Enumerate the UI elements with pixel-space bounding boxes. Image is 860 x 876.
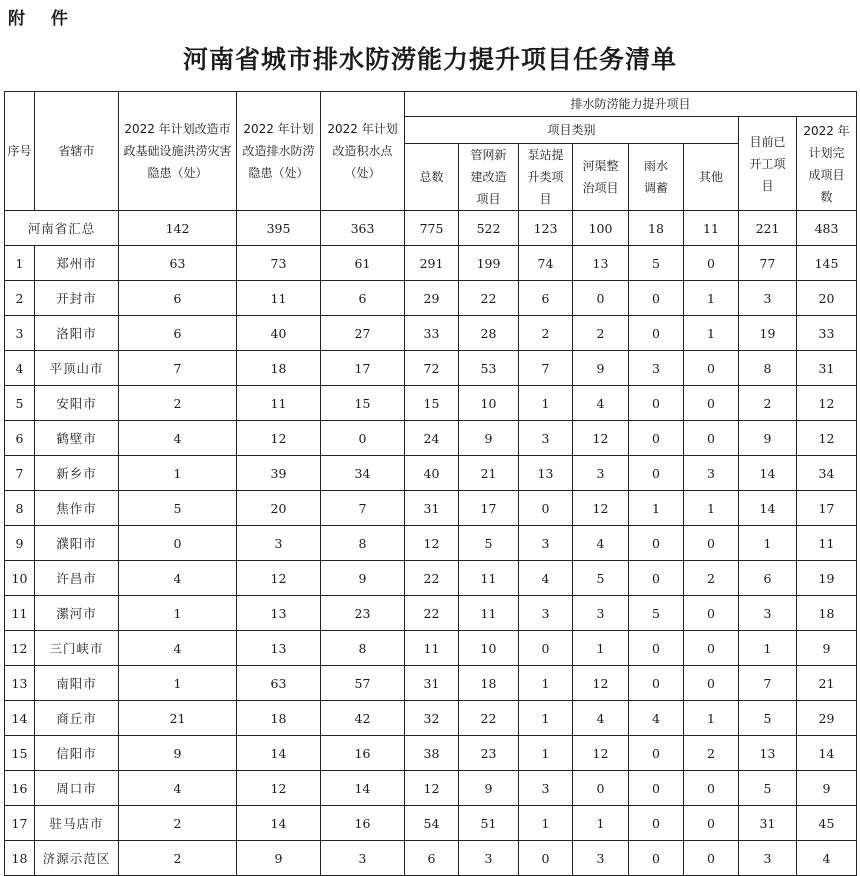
table-cell: 20 [237, 491, 321, 526]
table-cell: 13 [573, 246, 629, 281]
table-cell: 54 [405, 806, 459, 841]
table-cell: 0 [684, 421, 739, 456]
table-cell: 12 [237, 561, 321, 596]
table-cell: 12 [573, 421, 629, 456]
table-row [5, 491, 857, 526]
summary-cell: 483 [797, 211, 857, 246]
table-cell: 12 [405, 771, 459, 806]
table-cell: 63 [119, 246, 237, 281]
table-cell: 21 [797, 666, 857, 701]
row-number: 16 [5, 771, 35, 806]
summary-cell: 522 [459, 211, 519, 246]
table-cell: 0 [684, 806, 739, 841]
table-cell: 2 [684, 561, 739, 596]
table-cell: 13 [237, 596, 321, 631]
table-cell: 29 [797, 701, 857, 736]
table-cell: 6 [739, 561, 797, 596]
table-cell: 23 [321, 596, 405, 631]
table-cell: 0 [684, 526, 739, 561]
table-cell: 9 [119, 736, 237, 771]
table-cell: 4 [573, 701, 629, 736]
table-cell: 4 [629, 701, 684, 736]
table-cell: 18 [237, 351, 321, 386]
table-cell: 74 [519, 246, 573, 281]
table-cell: 4 [573, 526, 629, 561]
table-cell: 13 [519, 456, 573, 491]
table-cell: 7 [119, 351, 237, 386]
table-cell: 5 [739, 701, 797, 736]
table-cell: 1 [684, 491, 739, 526]
table-cell: 33 [797, 316, 857, 351]
table-cell: 11 [459, 561, 519, 596]
table-cell: 3 [573, 456, 629, 491]
table-cell: 11 [237, 386, 321, 421]
summary-cell: 11 [684, 211, 739, 246]
table-row [5, 421, 857, 456]
table-cell: 6 [405, 841, 459, 876]
table-cell: 15 [321, 386, 405, 421]
table-cell: 34 [321, 456, 405, 491]
table-cell: 3 [684, 456, 739, 491]
table-cell: 5 [119, 491, 237, 526]
table-cell: 10 [459, 631, 519, 666]
table-cell: 45 [797, 806, 857, 841]
header-water: 2022 年计划改造积水点（处） [321, 92, 405, 211]
table-cell: 2 [519, 316, 573, 351]
summary-label: 河南省汇总 [5, 211, 119, 246]
table-cell: 0 [629, 526, 684, 561]
table-cell: 22 [459, 701, 519, 736]
table-cell: 29 [405, 281, 459, 316]
table-cell: 14 [739, 456, 797, 491]
table-cell: 8 [321, 631, 405, 666]
table-cell: 0 [684, 596, 739, 631]
table-cell: 3 [519, 421, 573, 456]
summary-cell: 221 [739, 211, 797, 246]
table-cell: 13 [739, 736, 797, 771]
table-cell: 6 [119, 316, 237, 351]
table-row [5, 281, 857, 316]
table-cell: 31 [405, 666, 459, 701]
table-cell: 2 [739, 386, 797, 421]
table-cell: 27 [321, 316, 405, 351]
table-row [5, 806, 857, 841]
city-name: 安阳市 [35, 386, 119, 421]
table-cell: 33 [405, 316, 459, 351]
table-cell: 18 [797, 596, 857, 631]
table-cell: 1 [519, 386, 573, 421]
table-cell: 0 [119, 526, 237, 561]
summary-cell: 100 [573, 211, 629, 246]
table-cell: 40 [405, 456, 459, 491]
table-cell: 11 [405, 631, 459, 666]
table-cell: 3 [739, 281, 797, 316]
table-cell: 0 [573, 771, 629, 806]
row-number: 10 [5, 561, 35, 596]
table-cell: 0 [321, 421, 405, 456]
header-pump: 泵站提升类项目 [519, 144, 573, 211]
row-number: 14 [5, 701, 35, 736]
table-cell: 7 [519, 351, 573, 386]
table-cell: 23 [459, 736, 519, 771]
table-cell: 4 [573, 386, 629, 421]
table-cell: 10 [459, 386, 519, 421]
table-cell: 42 [321, 701, 405, 736]
table-cell: 0 [684, 771, 739, 806]
table-cell: 2 [119, 841, 237, 876]
row-number: 4 [5, 351, 35, 386]
table-cell: 1 [684, 281, 739, 316]
row-number: 5 [5, 386, 35, 421]
city-name: 周口市 [35, 771, 119, 806]
table-cell: 14 [797, 736, 857, 771]
table-row [5, 771, 857, 806]
table-cell: 1 [684, 701, 739, 736]
summary-cell: 395 [237, 211, 321, 246]
table-cell: 21 [459, 456, 519, 491]
table-cell: 0 [684, 666, 739, 701]
table-cell: 1 [519, 701, 573, 736]
table-cell: 3 [573, 841, 629, 876]
header-city: 省辖市 [35, 92, 119, 211]
table-cell: 3 [519, 596, 573, 631]
table-cell: 9 [459, 421, 519, 456]
table-cell: 20 [797, 281, 857, 316]
table-cell: 0 [629, 631, 684, 666]
table-cell: 8 [321, 526, 405, 561]
table-cell: 3 [237, 526, 321, 561]
table-cell: 0 [684, 351, 739, 386]
table-cell: 11 [459, 596, 519, 631]
table-row [5, 316, 857, 351]
table-cell: 4 [119, 631, 237, 666]
table-cell: 1 [119, 456, 237, 491]
table-cell: 12 [797, 386, 857, 421]
table-cell: 17 [321, 351, 405, 386]
city-name: 平顶山市 [35, 351, 119, 386]
table-cell: 6 [321, 281, 405, 316]
table-cell: 12 [237, 771, 321, 806]
table-cell: 14 [237, 736, 321, 771]
row-number: 8 [5, 491, 35, 526]
table-cell: 12 [573, 666, 629, 701]
table-cell: 31 [739, 806, 797, 841]
header-completed: 2022 年计划完成项目数 [797, 117, 857, 211]
table-cell: 22 [459, 281, 519, 316]
table-cell: 31 [405, 491, 459, 526]
table-cell: 22 [405, 596, 459, 631]
table-cell: 9 [321, 561, 405, 596]
table-cell: 51 [459, 806, 519, 841]
attachment-label: 附 件 [8, 9, 78, 29]
table-cell: 6 [119, 281, 237, 316]
city-name: 三门峡市 [35, 631, 119, 666]
city-name: 焦作市 [35, 491, 119, 526]
table-cell: 53 [459, 351, 519, 386]
table-cell: 4 [119, 421, 237, 456]
table-cell: 0 [629, 421, 684, 456]
table-cell: 73 [237, 246, 321, 281]
table-cell: 3 [629, 351, 684, 386]
table-cell: 3 [459, 841, 519, 876]
table-cell: 39 [237, 456, 321, 491]
summary-cell: 142 [119, 211, 237, 246]
table-cell: 0 [519, 631, 573, 666]
table-cell: 18 [459, 666, 519, 701]
header-total: 总数 [405, 144, 459, 211]
table-row [5, 631, 857, 666]
table-cell: 1 [629, 491, 684, 526]
table-cell: 77 [739, 246, 797, 281]
city-name: 新乡市 [35, 456, 119, 491]
table-cell: 18 [237, 701, 321, 736]
table-row [5, 701, 857, 736]
table-cell: 72 [405, 351, 459, 386]
header-hazard: 2022 年计划改造市政基础设施洪涝灾害隐患（处） [119, 92, 237, 211]
row-number: 2 [5, 281, 35, 316]
table-cell: 5 [573, 561, 629, 596]
table-cell: 9 [237, 841, 321, 876]
table-cell: 3 [739, 841, 797, 876]
table-cell: 5 [629, 596, 684, 631]
city-name: 濮阳市 [35, 526, 119, 561]
city-name: 驻马店市 [35, 806, 119, 841]
table-cell: 11 [797, 526, 857, 561]
city-name: 济源示范区 [35, 841, 119, 876]
header-rain: 雨水调蓄 [629, 144, 684, 211]
table-cell: 1 [119, 666, 237, 701]
table-cell: 19 [797, 561, 857, 596]
city-name: 漯河市 [35, 596, 119, 631]
table-cell: 0 [629, 561, 684, 596]
table-cell: 17 [797, 491, 857, 526]
table-cell: 24 [405, 421, 459, 456]
table-cell: 9 [797, 631, 857, 666]
table-cell: 9 [739, 421, 797, 456]
table-cell: 3 [739, 596, 797, 631]
table-cell: 16 [321, 806, 405, 841]
table-cell: 15 [405, 386, 459, 421]
summary-cell: 123 [519, 211, 573, 246]
table-cell: 12 [573, 491, 629, 526]
table-cell: 0 [684, 386, 739, 421]
table-cell: 0 [684, 246, 739, 281]
table-cell: 2 [573, 316, 629, 351]
table-cell: 4 [119, 771, 237, 806]
table-cell: 19 [739, 316, 797, 351]
table-cell: 2 [684, 736, 739, 771]
header-group: 排水防涝能力提升项目 [405, 92, 857, 117]
task-list-table [4, 91, 857, 876]
table-cell: 2 [119, 386, 237, 421]
table-cell: 38 [405, 736, 459, 771]
row-number: 11 [5, 596, 35, 631]
table-cell: 4 [119, 561, 237, 596]
table-row [5, 596, 857, 631]
table-cell: 1 [573, 631, 629, 666]
city-name: 开封市 [35, 281, 119, 316]
table-cell: 4 [519, 561, 573, 596]
table-cell: 12 [405, 526, 459, 561]
table-cell: 61 [321, 246, 405, 281]
city-name: 郑州市 [35, 246, 119, 281]
row-number: 1 [5, 246, 35, 281]
table-cell: 0 [684, 631, 739, 666]
row-number: 3 [5, 316, 35, 351]
table-cell: 1 [119, 596, 237, 631]
table-cell: 0 [629, 281, 684, 316]
row-number: 13 [5, 666, 35, 701]
table-cell: 0 [629, 736, 684, 771]
table-cell: 7 [321, 491, 405, 526]
table-cell: 32 [405, 701, 459, 736]
summary-cell: 18 [629, 211, 684, 246]
table-cell: 14 [237, 806, 321, 841]
table-cell: 145 [797, 246, 857, 281]
row-number: 18 [5, 841, 35, 876]
table-row [5, 561, 857, 596]
row-number: 12 [5, 631, 35, 666]
header-subgroup: 项目类别 [405, 117, 739, 144]
table-cell: 1 [573, 806, 629, 841]
table-cell: 7 [739, 666, 797, 701]
header-started: 目前已开工项目 [739, 117, 797, 211]
table-cell: 0 [519, 491, 573, 526]
table-cell: 0 [519, 841, 573, 876]
table-cell: 5 [629, 246, 684, 281]
header-drain: 2022 年计划改造排水防涝隐患（处） [237, 92, 321, 211]
table-cell: 31 [797, 351, 857, 386]
table-cell: 3 [573, 596, 629, 631]
summary-cell: 775 [405, 211, 459, 246]
city-name: 商丘市 [35, 701, 119, 736]
table-cell: 5 [459, 526, 519, 561]
table-cell: 13 [237, 631, 321, 666]
table-cell: 9 [573, 351, 629, 386]
table-cell: 22 [405, 561, 459, 596]
table-cell: 6 [519, 281, 573, 316]
table-cell: 12 [573, 736, 629, 771]
table-cell: 57 [321, 666, 405, 701]
table-cell: 1 [519, 806, 573, 841]
table-cell: 1 [684, 316, 739, 351]
row-number: 17 [5, 806, 35, 841]
table-cell: 0 [573, 281, 629, 316]
table-cell: 12 [237, 421, 321, 456]
table-row [5, 736, 857, 771]
city-name: 洛阳市 [35, 316, 119, 351]
table-cell: 5 [739, 771, 797, 806]
table-row [5, 351, 857, 386]
table-cell: 0 [629, 316, 684, 351]
table-cell: 1 [739, 631, 797, 666]
table-row [5, 841, 857, 876]
summary-row [5, 211, 857, 246]
table-cell: 63 [237, 666, 321, 701]
header-seq: 序号 [5, 92, 35, 211]
header-pipe: 管网新建改造项目 [459, 144, 519, 211]
table-cell: 14 [321, 771, 405, 806]
table-row [5, 456, 857, 491]
table-cell: 0 [629, 666, 684, 701]
table-row [5, 386, 857, 421]
table-cell: 40 [237, 316, 321, 351]
table-row [5, 246, 857, 281]
table-cell: 1 [739, 526, 797, 561]
table-cell: 9 [459, 771, 519, 806]
row-number: 15 [5, 736, 35, 771]
table-cell: 3 [519, 771, 573, 806]
table-cell: 0 [629, 841, 684, 876]
table-cell: 0 [629, 806, 684, 841]
table-cell: 8 [739, 351, 797, 386]
table-cell: 1 [519, 666, 573, 701]
table-cell: 0 [629, 456, 684, 491]
table-cell: 17 [459, 491, 519, 526]
city-name: 信阳市 [35, 736, 119, 771]
header-river: 河渠整治项目 [573, 144, 629, 211]
table-cell: 2 [119, 806, 237, 841]
table-cell: 16 [321, 736, 405, 771]
table-cell: 4 [797, 841, 857, 876]
table-cell: 9 [797, 771, 857, 806]
summary-cell: 363 [321, 211, 405, 246]
table-cell: 1 [519, 736, 573, 771]
table-cell: 11 [237, 281, 321, 316]
table-cell: 199 [459, 246, 519, 281]
table-cell: 291 [405, 246, 459, 281]
city-name: 鹤壁市 [35, 421, 119, 456]
city-name: 南阳市 [35, 666, 119, 701]
table-row [5, 666, 857, 701]
row-number: 6 [5, 421, 35, 456]
table-cell: 21 [119, 701, 237, 736]
table-cell: 3 [321, 841, 405, 876]
table-cell: 14 [739, 491, 797, 526]
header-other: 其他 [684, 144, 739, 211]
row-number: 7 [5, 456, 35, 491]
page-title: 河南省城市排水防涝能力提升项目任务清单 [182, 45, 677, 74]
city-name: 许昌市 [35, 561, 119, 596]
table-cell: 0 [684, 841, 739, 876]
table-cell: 0 [629, 386, 684, 421]
table-row [5, 526, 857, 561]
table-cell: 28 [459, 316, 519, 351]
row-number: 9 [5, 526, 35, 561]
table-cell: 3 [519, 526, 573, 561]
table-cell: 12 [797, 421, 857, 456]
table-cell: 0 [629, 771, 684, 806]
table-cell: 34 [797, 456, 857, 491]
